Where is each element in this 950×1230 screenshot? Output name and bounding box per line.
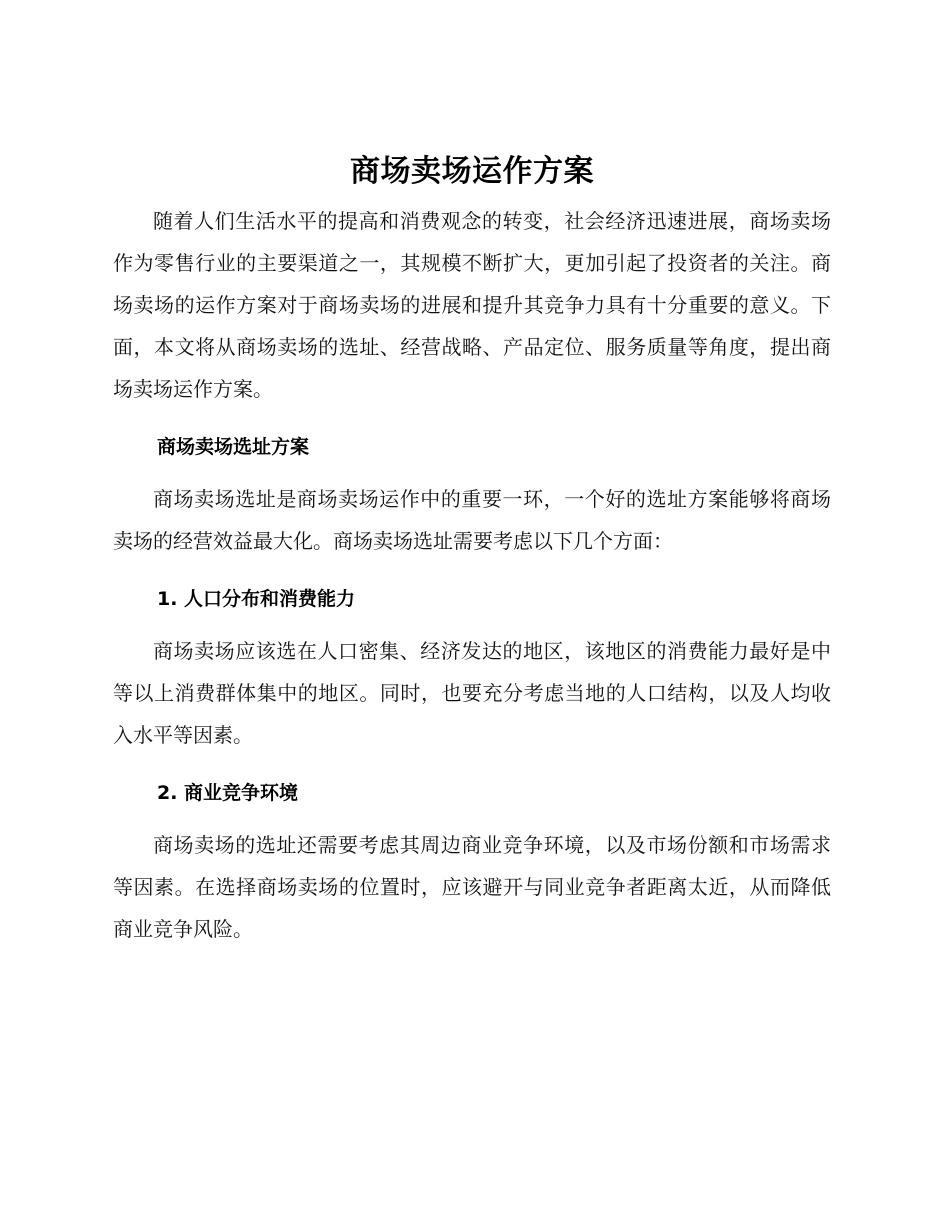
population-paragraph: 商场卖场应该选在人口密集、经济发达的地区，该地区的消费能力最好是中等以上消费群体集中的地区。同时，也要充分考虑当地的人口结构，以及人均收入水平等因素。 [113, 639, 831, 747]
document-page [113, 150, 831, 950]
subsection-heading-population: 1. 人口分布和消费能力 [157, 588, 356, 610]
competition-paragraph: 商场卖场的选址还需要考虑其周边商业竞争环境，以及市场份额和市场需求等因素。在选择商场卖场的位置时，应该避开与同业竞争者距离太近，从而降低商业竞争风险。 [113, 833, 831, 941]
intro-paragraph: 随着人们生活水平的提高和消费观念的转变，社会经济迅速进展，商场卖场作为零售行业的主要渠道之一，其规模不断扩大，更加引起了投资者的关注。商场卖场的运作方案对于商场卖场的进展和提升其竞争力具有十分重要的意义。下面，本文将从商场卖场的选址、经营战略、产品定位、服务质量等角度，提出商场卖场运作方案。 [113, 209, 831, 401]
site-selection-paragraph: 商场卖场选址是商场卖场运作中的重要一环，一个好的选址方案能够将商场卖场的经营效益最大化。商场卖场选址需要考虑以下几个方面： [113, 487, 831, 553]
document-title: 商场卖场运作方案 [350, 154, 594, 189]
subsection-heading-competition: 2. 商业竞争环境 [157, 782, 299, 804]
section-heading-site-selection: 商场卖场选址方案 [157, 436, 310, 458]
